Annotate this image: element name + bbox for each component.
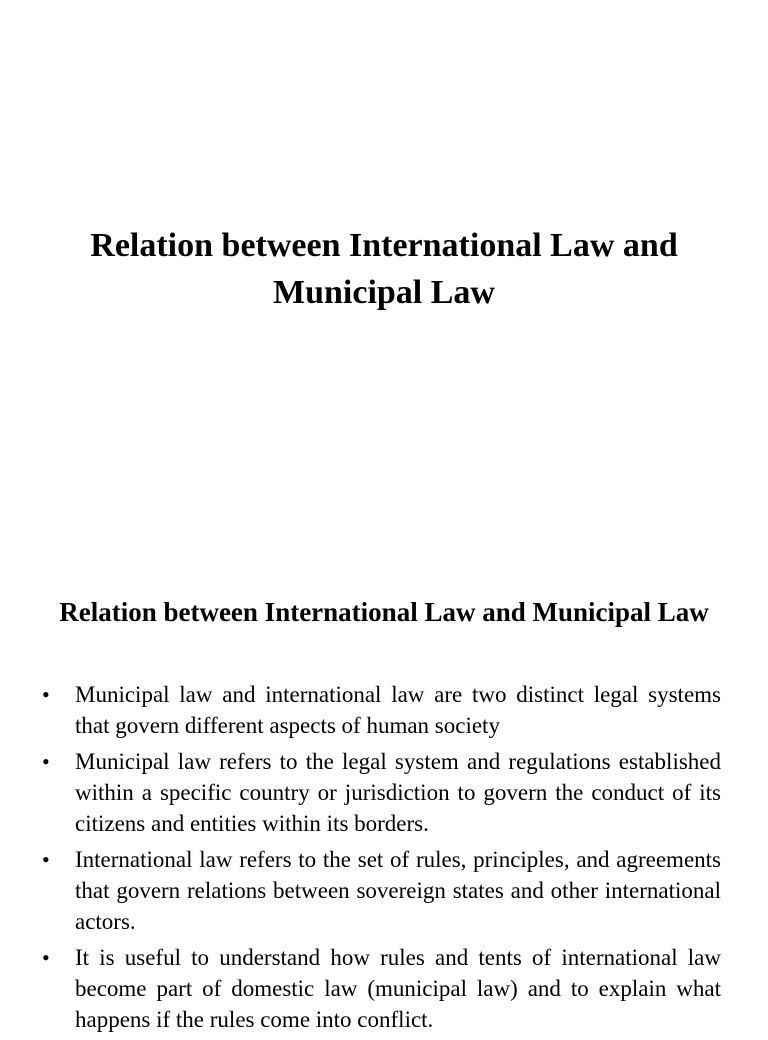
bullet-icon: •	[42, 847, 50, 872]
slide-2-title: Relation between International Law and Municipal Law	[59, 597, 709, 627]
bullet-icon: •	[42, 682, 50, 707]
bullet-text: Municipal law and international law are two distinct legal systems that govern different aspects of human society	[75, 682, 721, 738]
list-item	[42, 942, 721, 1035]
slide-1-title: Relation between International Law and Municipal Law	[90, 227, 678, 311]
bullet-text: International law refers to the set of rules, principles, and agreements that govern relations between sovereign states and other international actors.	[75, 847, 721, 934]
bullet-icon: •	[42, 749, 50, 774]
list-item	[42, 746, 721, 839]
bullet-list	[42, 679, 721, 1040]
bullet-text: It is useful to understand how rules and tents of international law become part of domestic law (municipal law) and to explain what happens if the rules come into conflict.	[75, 945, 721, 1032]
bullet-icon: •	[42, 945, 50, 970]
list-item	[42, 844, 721, 937]
bullet-text: Municipal law refers to the legal system and regulations established within a specific country or jurisdiction to govern the conduct of its citizens and entities within its borders.	[75, 749, 721, 836]
list-item	[42, 679, 721, 741]
